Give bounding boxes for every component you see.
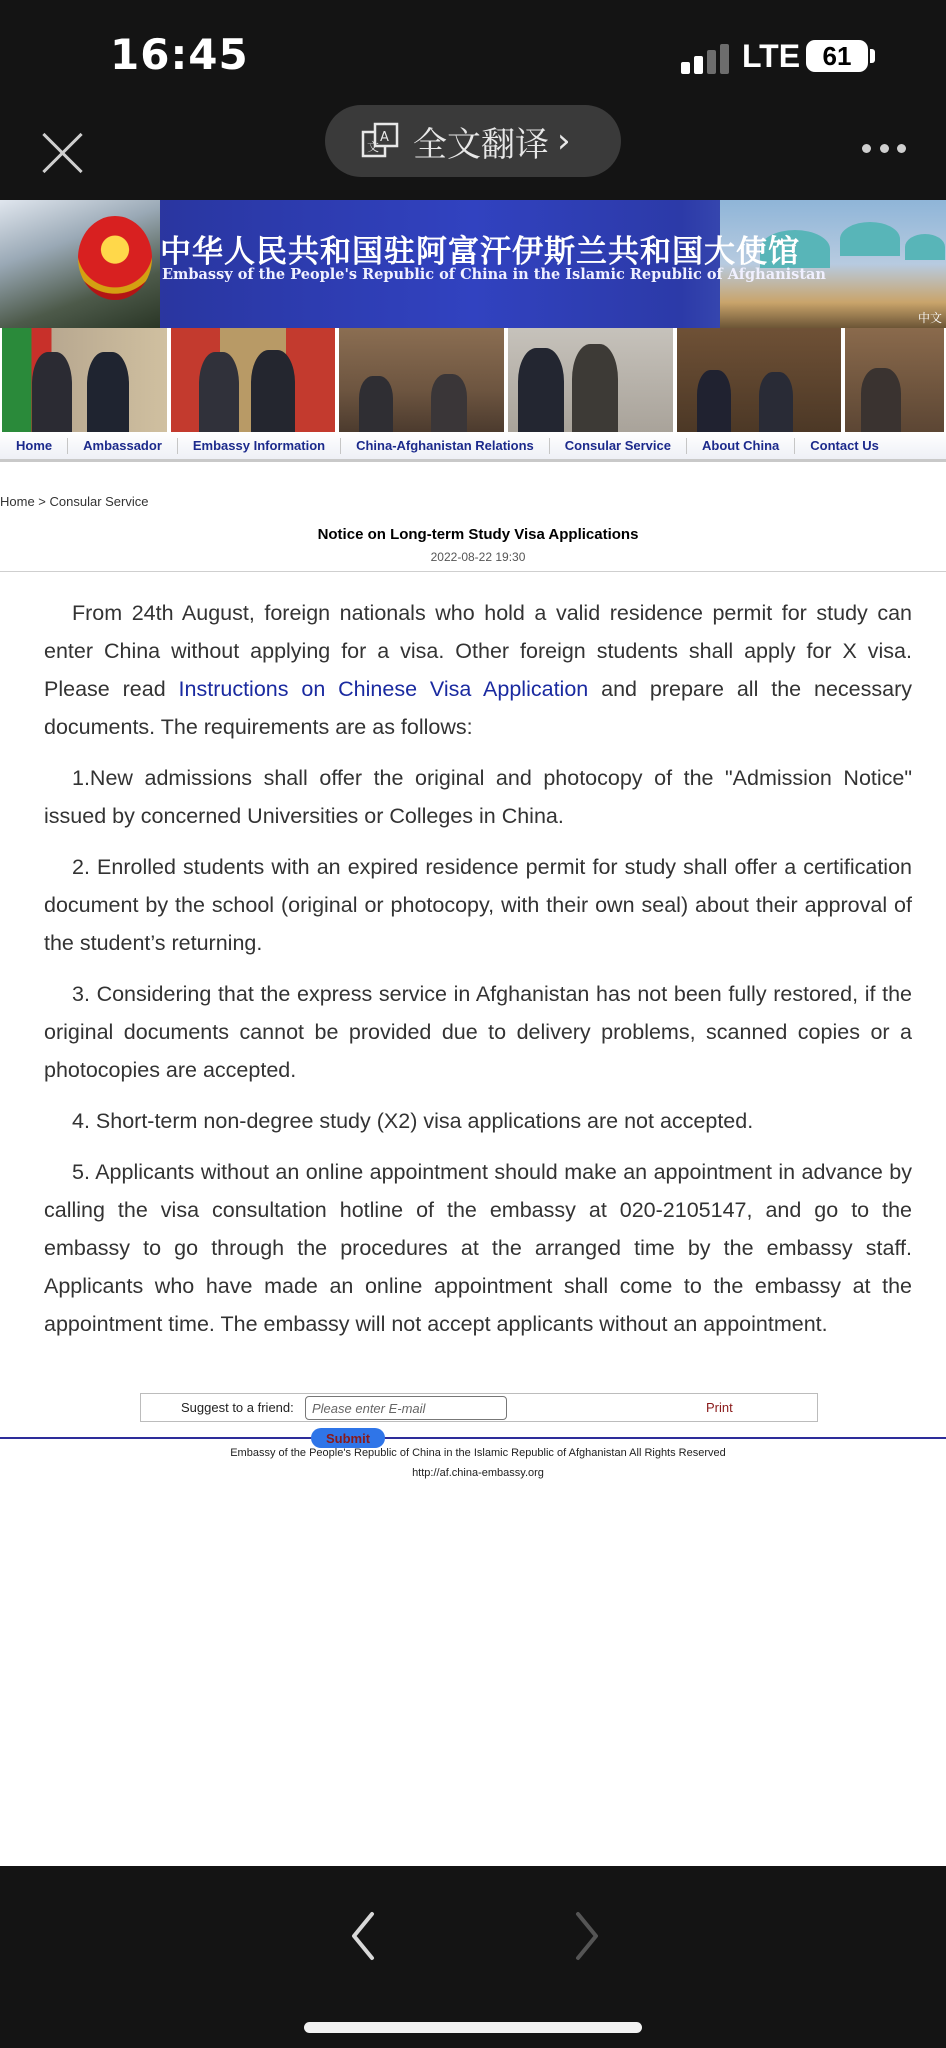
status-time: 16:45 bbox=[110, 30, 249, 79]
nav-ambassador[interactable]: Ambassador bbox=[68, 438, 178, 454]
back-icon[interactable] bbox=[344, 1906, 384, 1966]
photo-1 bbox=[2, 328, 167, 432]
close-icon[interactable] bbox=[40, 130, 86, 176]
requirement-5: 5. Applicants without an online appointment should make an appointment in advance by calling the visa consultation hotline of the embassy at 020-2105147, and go to the embassy to go through the procedures at the arranged time by the embassy staff. Applicants who have made an online appointment shall come to the embassy at the appointment time. The embassy will not accept applicants without an appointment. bbox=[44, 1160, 912, 1336]
suggest-box bbox=[140, 1393, 818, 1422]
article-body bbox=[44, 594, 912, 1356]
banner-title-cn: 中华人民共和国驻阿富汗伊斯兰共和国大使馆 bbox=[160, 234, 800, 270]
translate-label: 全文翻译 bbox=[413, 124, 549, 165]
photo-strip bbox=[0, 328, 946, 432]
photo-6 bbox=[845, 328, 944, 432]
print-link[interactable]: Print bbox=[706, 1400, 733, 1415]
main-nav bbox=[0, 432, 946, 462]
battery-nub bbox=[870, 49, 875, 63]
photo-2 bbox=[171, 328, 336, 432]
svg-text:A: A bbox=[380, 130, 389, 145]
footer-rule bbox=[0, 1437, 946, 1439]
submit-button[interactable]: Submit bbox=[311, 1428, 385, 1448]
requirement-3: 3. Considering that the express service in Afghanistan has not been fully restored, if the original documents cannot be provided due to delivery problems, scanned copies or a photocopies are accepted. bbox=[44, 982, 912, 1082]
nav-china-afghanistan-relations[interactable]: China-Afghanistan Relations bbox=[341, 438, 550, 454]
nav-about-china[interactable]: About China bbox=[687, 438, 795, 454]
suggest-label: Suggest to a friend: bbox=[181, 1400, 294, 1415]
bottom-toolbar bbox=[0, 1866, 946, 2048]
chevron-right-icon: › bbox=[557, 121, 571, 161]
forward-icon[interactable] bbox=[566, 1906, 606, 1966]
signal-icon bbox=[681, 44, 733, 74]
translate-button[interactable] bbox=[325, 105, 621, 177]
photo-3 bbox=[339, 328, 504, 432]
visa-instructions-link[interactable]: Instructions on Chinese Visa Application bbox=[178, 677, 589, 701]
article-date: 2022-08-22 19:30 bbox=[430, 550, 526, 564]
nav-consular-service[interactable]: Consular Service bbox=[550, 438, 687, 454]
requirement-4: 4. Short-term non-degree study (X2) visa applications are not accepted. bbox=[72, 1109, 754, 1133]
breadcrumb[interactable]: Home > Consular Service bbox=[0, 494, 149, 509]
intro-text-end: and prepare all the necessary documents. The requirements are as follows: bbox=[44, 677, 913, 739]
photo-4 bbox=[508, 328, 673, 432]
nav-home[interactable]: Home bbox=[0, 438, 68, 454]
translate-icon bbox=[361, 122, 399, 160]
requirement-2: 2. Enrolled students with an expired residence permit for study shall offer a certification document by the school (original or photocopy, with their own seal) about their approval of the student’s returning. bbox=[44, 855, 912, 955]
nav-contact-us[interactable]: Contact Us bbox=[810, 437, 879, 453]
browser-toolbar bbox=[0, 110, 946, 200]
emblem-icon bbox=[78, 216, 152, 300]
network-type: LTE bbox=[742, 38, 801, 74]
intro-paragraph bbox=[44, 594, 912, 746]
nav-embassy-information[interactable]: Embassy Information bbox=[178, 438, 341, 454]
divider bbox=[0, 571, 946, 572]
more-icon[interactable] bbox=[862, 144, 906, 156]
article-title: Notice on Long-term Study Visa Applications bbox=[317, 526, 639, 543]
copyright-text: Embassy of the People's Republic of China in the Islamic Republic of Afghanistan All Rights Reserved bbox=[230, 1447, 726, 1459]
email-input[interactable] bbox=[305, 1396, 507, 1420]
language-switch-link[interactable]: 中文 bbox=[917, 311, 942, 325]
intro-text: From 24th August, foreign nationals who hold a valid residence permit for study can enter China without applying for a visa. Other foreign students shall apply for X visa. Please read bbox=[44, 601, 912, 701]
svg-text:文: 文 bbox=[367, 140, 380, 154]
requirement-1: 1.New admissions shall offer the original and photocopy of the "Admission Notice" issued by concerned Universities or Colleges in China. bbox=[44, 766, 912, 828]
photo-5 bbox=[677, 328, 842, 432]
battery-icon: 61 bbox=[806, 40, 868, 72]
home-indicator[interactable] bbox=[304, 2022, 642, 2033]
banner-title-en: Embassy of the People's Republic of China in the Islamic Republic of Afghanistan bbox=[162, 266, 826, 283]
site-url: http://af.china-embassy.org bbox=[412, 1467, 544, 1479]
site-banner bbox=[0, 200, 946, 328]
status-bar bbox=[0, 0, 946, 110]
